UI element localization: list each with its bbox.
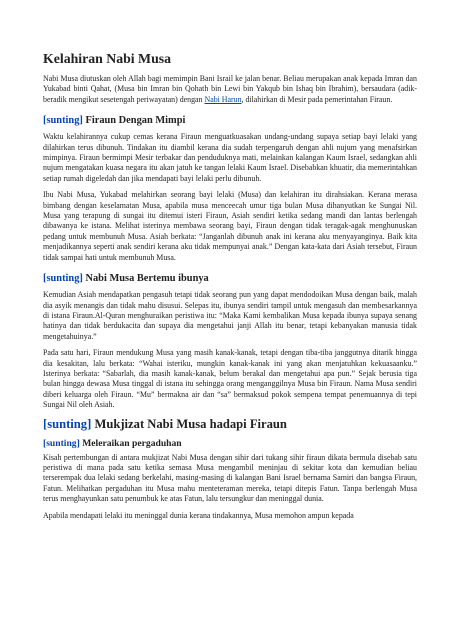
paragraph: Pada satu hari, Firaun mendukung Musa yang masih kanak-kanak, tetapi dengan tiba-tiba janggutnya ditarik hingga dia kesakitan, lalu berkata: “Wahai isteriku, mungkin kanak-kanak ini yang akan menjatuhkan kekuasaanku.” Isterinya berkata: “Sabarlah, dia masih kanak-kanak, belum berakal dan mengetahui apa pun.” Sejak berusia tiga bulan hingga dewasa Musa tinggal di istana itu sehingga orang menganggilnya Musa bin Firaun. Nama Musa sendiri diberi keluarga oleh Firaun. “Mu” bermakna air dan “sa” bermaksud pokok sempena tempat penemuannya di tepi Sungai Nil oleh Asiah. (43, 348, 417, 410)
edit-link[interactable]: [sunting] (43, 273, 83, 285)
intro-text: Nabi Musa diutuskan oleh Allah bagi memimpin Bani Israil ke jalan benar. Beliau merupakan anak kepada Imran dan Yukabad binti Qahat, (Musa bin Imran bin Qohath bin Lewi bin Yakqub bin Ishaq bin Ibrahim), bersaudara (adik-beradik mengikut sesetengah periwayatan) dengan (43, 74, 417, 104)
edit-link[interactable]: [sunting] (43, 115, 83, 127)
paragraph: Ibu Nabi Musa, Yukabad melahirkan seorang bayi lelaki (Musa) dan kelahiran itu dirahsiakan. Kerana merasa bimbang dengan keselamatan Musa, apabila musa menceecah umur tiga bulan Musa dihanyutkan ke Sungai Nil. Musa yang terapung di sungai itu ditemui isteri Firaun, Asiah sendiri ketika sedang mandi dan lantas berlengah dibawanya ke istana. Melihat isterinya membawa seorang bayi, Firaun dengan tidak teragak-agak menghunuskan pedang untuk membunuh Musa. Asiah berkata: “Janganlah dibunuh anak ini kerana aku menyayanginya. Baik kita menjadikannya seperti anak sendiri kerana aku tidak mempunyai anak.” Dengan kata-kata dari Asiah tersebut, Firaun tidak sampai hati untuk membunuh Musa. (43, 190, 417, 262)
section-heading-mukjizat: [sunting] Mukjizat Nabi Musa hadapi Firaun (43, 416, 287, 431)
section-heading-firaun-mimpi: [sunting] Firaun Dengan Mimpi (43, 115, 186, 127)
intro-paragraph (43, 74, 417, 105)
section-heading-bertemu-ibunya: [sunting] Nabi Musa Bertemu ibunya (43, 273, 209, 285)
paragraph: Apabila mendapati lelaki itu meninggal dunia kerana tindakannya, Musa memohon ampun kepada (43, 510, 354, 520)
paragraph: Kemudian Asiah mendapatkan pengasuh tetapi tidak seorang pun yang dapat mendodoikan Musa dengan baik, malah dia asyik menangis dan tidak mahu disusui. Selepas itu, ibunya sendiri tampil untuk mengasuh dan membesarkannya di istana Firaun.Al-Quran menghuraikan peristiwa itu: “Maka Kami kembalikan Musa kepada ibunya supaya senang hatinya dan tidak berdukacita dan supaya dia mengetahui janji Allah itu benar, tetapi kebanyakan manusia tidak mengetahuinya.” (43, 290, 417, 341)
page-title: Kelahiran Nabi Musa (43, 51, 172, 66)
paragraph: Waktu kelahirannya cukup cemas kerana Firaun menguatkuasakan undang-undang supaya setiap bayi lelaki yang dilahirkan terus dibunuh. Tindakan itu diambil kerana dia sudah terpengaruh dengan ahli nujum yang menafsirkan mimpinya. Firaun bermimpi Mesir terbakar dan penduduknya mati, melainkan kalangan Kaum Israel, sedangkan ahli nujum mengatakan kuasa negara itu akan jatuh ke tangan lelaki Kaum Israel. Disebabkan khuatir, dia memerintahkan setiap rumah digeledah dan jika mendapati bayi lelaki perlu dibunuh. (43, 132, 417, 183)
edit-link[interactable]: [sunting] (43, 416, 92, 431)
edit-link[interactable]: [sunting] (43, 437, 80, 449)
intro-after: , dilahirkan di Mesir pada pemerintahan Firaun. (241, 94, 393, 104)
nabi-harun-link[interactable]: Nabi Harun (204, 94, 242, 104)
paragraph: Kisah pertembungan di antara mukjizat Nabi Musa dengan sihir dari tukang sihir firaun dikata bermula disebab satu peristiwa di mana pada satu ketika semasa Musa mengambil meninjau di sekitar kota dan kemudian beliau terserempak dua lelaki sedang berkelahi, masing-masing di kalangan Bani Israel bernama Samiri dan bangsa Firaun, Fatun. Melihatkan pergaduhan itu Musa mahu menteteraman mereka, tetapi ditepis Fatun. Tanpa berlengah Musa terus menghayunkan satu penumbuk ke atas Fatun, lalu tersungkur dan meninggal dunia. (43, 452, 417, 504)
subsection-heading-meleraikan: [sunting] Meleraikan pergaduhan (43, 437, 182, 449)
